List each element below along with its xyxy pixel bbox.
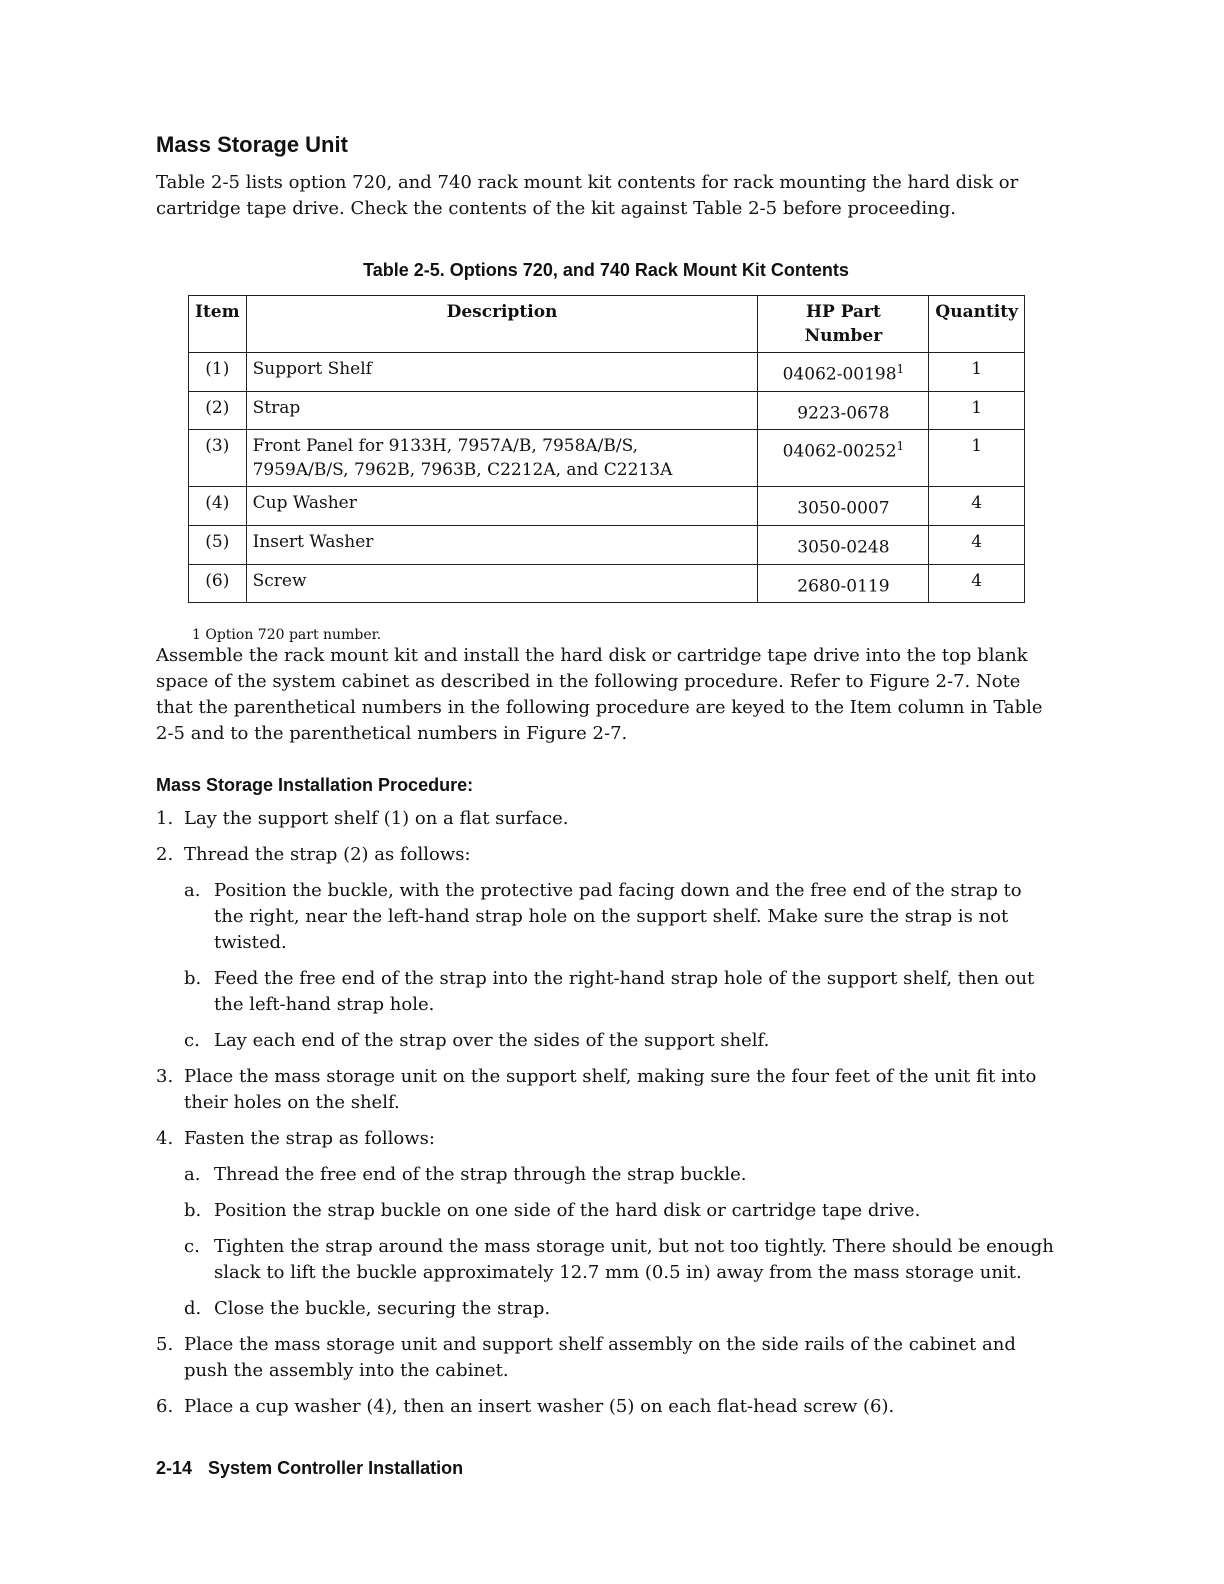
assembly-paragraph: Assemble the rack mount kit and install the hard disk or cartridge tape drive into the top blank space of the system cabinet as described in the following procedure. Refer to Figure 2-7. Note that the parenthetical numbers in the following procedure are keyed to the Item column in Table 2-5 and to the parenthetical numbers in Figure 2-7. [156,645,1043,745]
sub-step-letter: b. [184,1200,202,1222]
sub-step-letter: a. [184,880,201,902]
footnote-marker: 1 [896,439,905,454]
list-item [156,1064,1056,1116]
step-number: 6. [156,1396,174,1418]
item-cell: (3) [189,430,247,487]
sub-list-item [184,1028,1056,1054]
step-number: 4. [156,1128,174,1150]
list-item [156,842,1056,1054]
document-page [156,132,1056,1430]
step-number: 2. [156,844,174,866]
quantity-cell: 4 [929,564,1025,603]
sub-steps [184,878,1056,1054]
table-caption: Table 2-5. Options 720, and 740 Rack Mount Kit Contents [363,260,849,280]
quantity-cell: 1 [929,353,1025,392]
table-row [189,353,1025,392]
page-footer [156,1458,463,1479]
list-item [156,1394,1056,1420]
header-item: Item [189,296,247,353]
part-number: 2680-0119 [797,576,890,597]
sub-step-text: Thread the free end of the strap through the strap buckle. [214,1164,747,1186]
intro-paragraph: Table 2-5 lists option 720, and 740 rack mount kit contents for rack mounting the hard disk or cartridge tape drive. Check the contents of the kit against Table 2-5 before proceeding. [156,172,1019,219]
sub-step-letter: a. [184,1164,201,1186]
sub-step-letter: d. [184,1298,202,1320]
step-text: Place a cup washer (4), then an insert washer (5) on each flat-head screw (6). [184,1396,895,1418]
sub-step-letter: b. [184,968,202,990]
part-number: 3050-0007 [797,498,890,519]
item-cell: (6) [189,564,247,603]
description-cell: Screw [246,564,758,603]
header-part-number: HP Part Number [758,296,929,353]
table-row [189,487,1025,526]
part-number-cell [758,430,929,487]
item-cell: (1) [189,353,247,392]
part-number-cell [758,564,929,603]
list-item [156,1332,1056,1384]
table-row [189,564,1025,603]
description-cell: Insert Washer [246,525,758,564]
description-cell: Cup Washer [246,487,758,526]
sub-step-text: Position the buckle, with the protective pad facing down and the free end of the strap to the right, near the left-hand strap hole on the support shelf. Make sure the strap is not twisted. [214,880,1022,954]
part-number-cell [758,391,929,430]
header-description: Description [246,296,758,353]
sub-steps [184,1162,1056,1322]
part-number: 04062-00252 [782,441,897,462]
sub-list-item [184,878,1056,956]
sub-step-text: Tighten the strap around the mass storage unit, but not too tightly. There should be enough slack to lift the buckle approximately 12.7 mm (0.5 in) away from the mass storage unit. [214,1236,1054,1284]
step-text: Place the mass storage unit and support shelf assembly on the side rails of the cabinet and push the assembly into the cabinet. [184,1334,1016,1382]
procedure-steps [156,806,1056,1420]
sub-step-text: Lay each end of the strap over the sides of the support shelf. [214,1030,770,1052]
quantity-cell: 4 [929,487,1025,526]
description-cell: Support Shelf [246,353,758,392]
procedure-title: Mass Storage Installation Procedure: [156,775,474,796]
table-row [189,391,1025,430]
part-number: 04062-00198 [782,364,897,385]
sub-list-item [184,1198,1056,1224]
sub-step-text: Feed the free end of the strap into the right-hand strap hole of the support shelf, then out the left-hand strap hole. [214,968,1035,1016]
table-row [189,430,1025,487]
sub-step-text: Close the buckle, securing the strap. [214,1298,551,1320]
part-number: 9223-0678 [797,403,890,424]
quantity-cell: 4 [929,525,1025,564]
section-title: Mass Storage Unit [156,132,348,157]
quantity-cell: 1 [929,391,1025,430]
description-cell: Front Panel for 9133H, 7957A/B, 7958A/B/S, 7959A/B/S, 7962B, 7963B, C2212A, and C2213A [246,430,758,487]
step-text: Lay the support shelf (1) on a flat surface. [184,808,569,830]
sub-step-text: Position the strap buckle on one side of the hard disk or cartridge tape drive. [214,1200,921,1222]
sub-step-letter: c. [184,1236,200,1258]
step-number: 1. [156,808,174,830]
part-number: 3050-0248 [797,537,890,558]
item-cell: (5) [189,525,247,564]
chapter-title: System Controller Installation [208,1458,464,1478]
sub-list-item [184,966,1056,1018]
sub-list-item [184,1162,1056,1188]
footnote-marker: 1 [896,362,905,376]
sub-step-letter: c. [184,1030,200,1052]
step-text: Fasten the strap as follows: [184,1128,435,1150]
step-number: 5. [156,1334,174,1356]
description-cell: Strap [246,391,758,430]
item-cell: (4) [189,487,247,526]
header-quantity: Quantity [929,296,1025,353]
part-number-cell [758,487,929,526]
list-item [156,1126,1056,1322]
item-cell: (2) [189,391,247,430]
table-row [189,525,1025,564]
part-number-cell [758,525,929,564]
sub-list-item [184,1296,1056,1322]
table-header-row [189,296,1025,353]
step-number: 3. [156,1066,174,1088]
table-footnote: 1 Option 720 part number. [192,627,382,644]
page-number: 2-14 [156,1458,193,1478]
step-text: Place the mass storage unit on the support shelf, making sure the four feet of the unit fit into their holes on the shelf. [184,1066,1037,1114]
step-text: Thread the strap (2) as follows: [184,844,471,866]
sub-list-item [184,1234,1056,1286]
list-item [156,806,1056,832]
kit-contents-table [188,295,1025,603]
part-number-cell [758,353,929,392]
quantity-cell: 1 [929,430,1025,487]
